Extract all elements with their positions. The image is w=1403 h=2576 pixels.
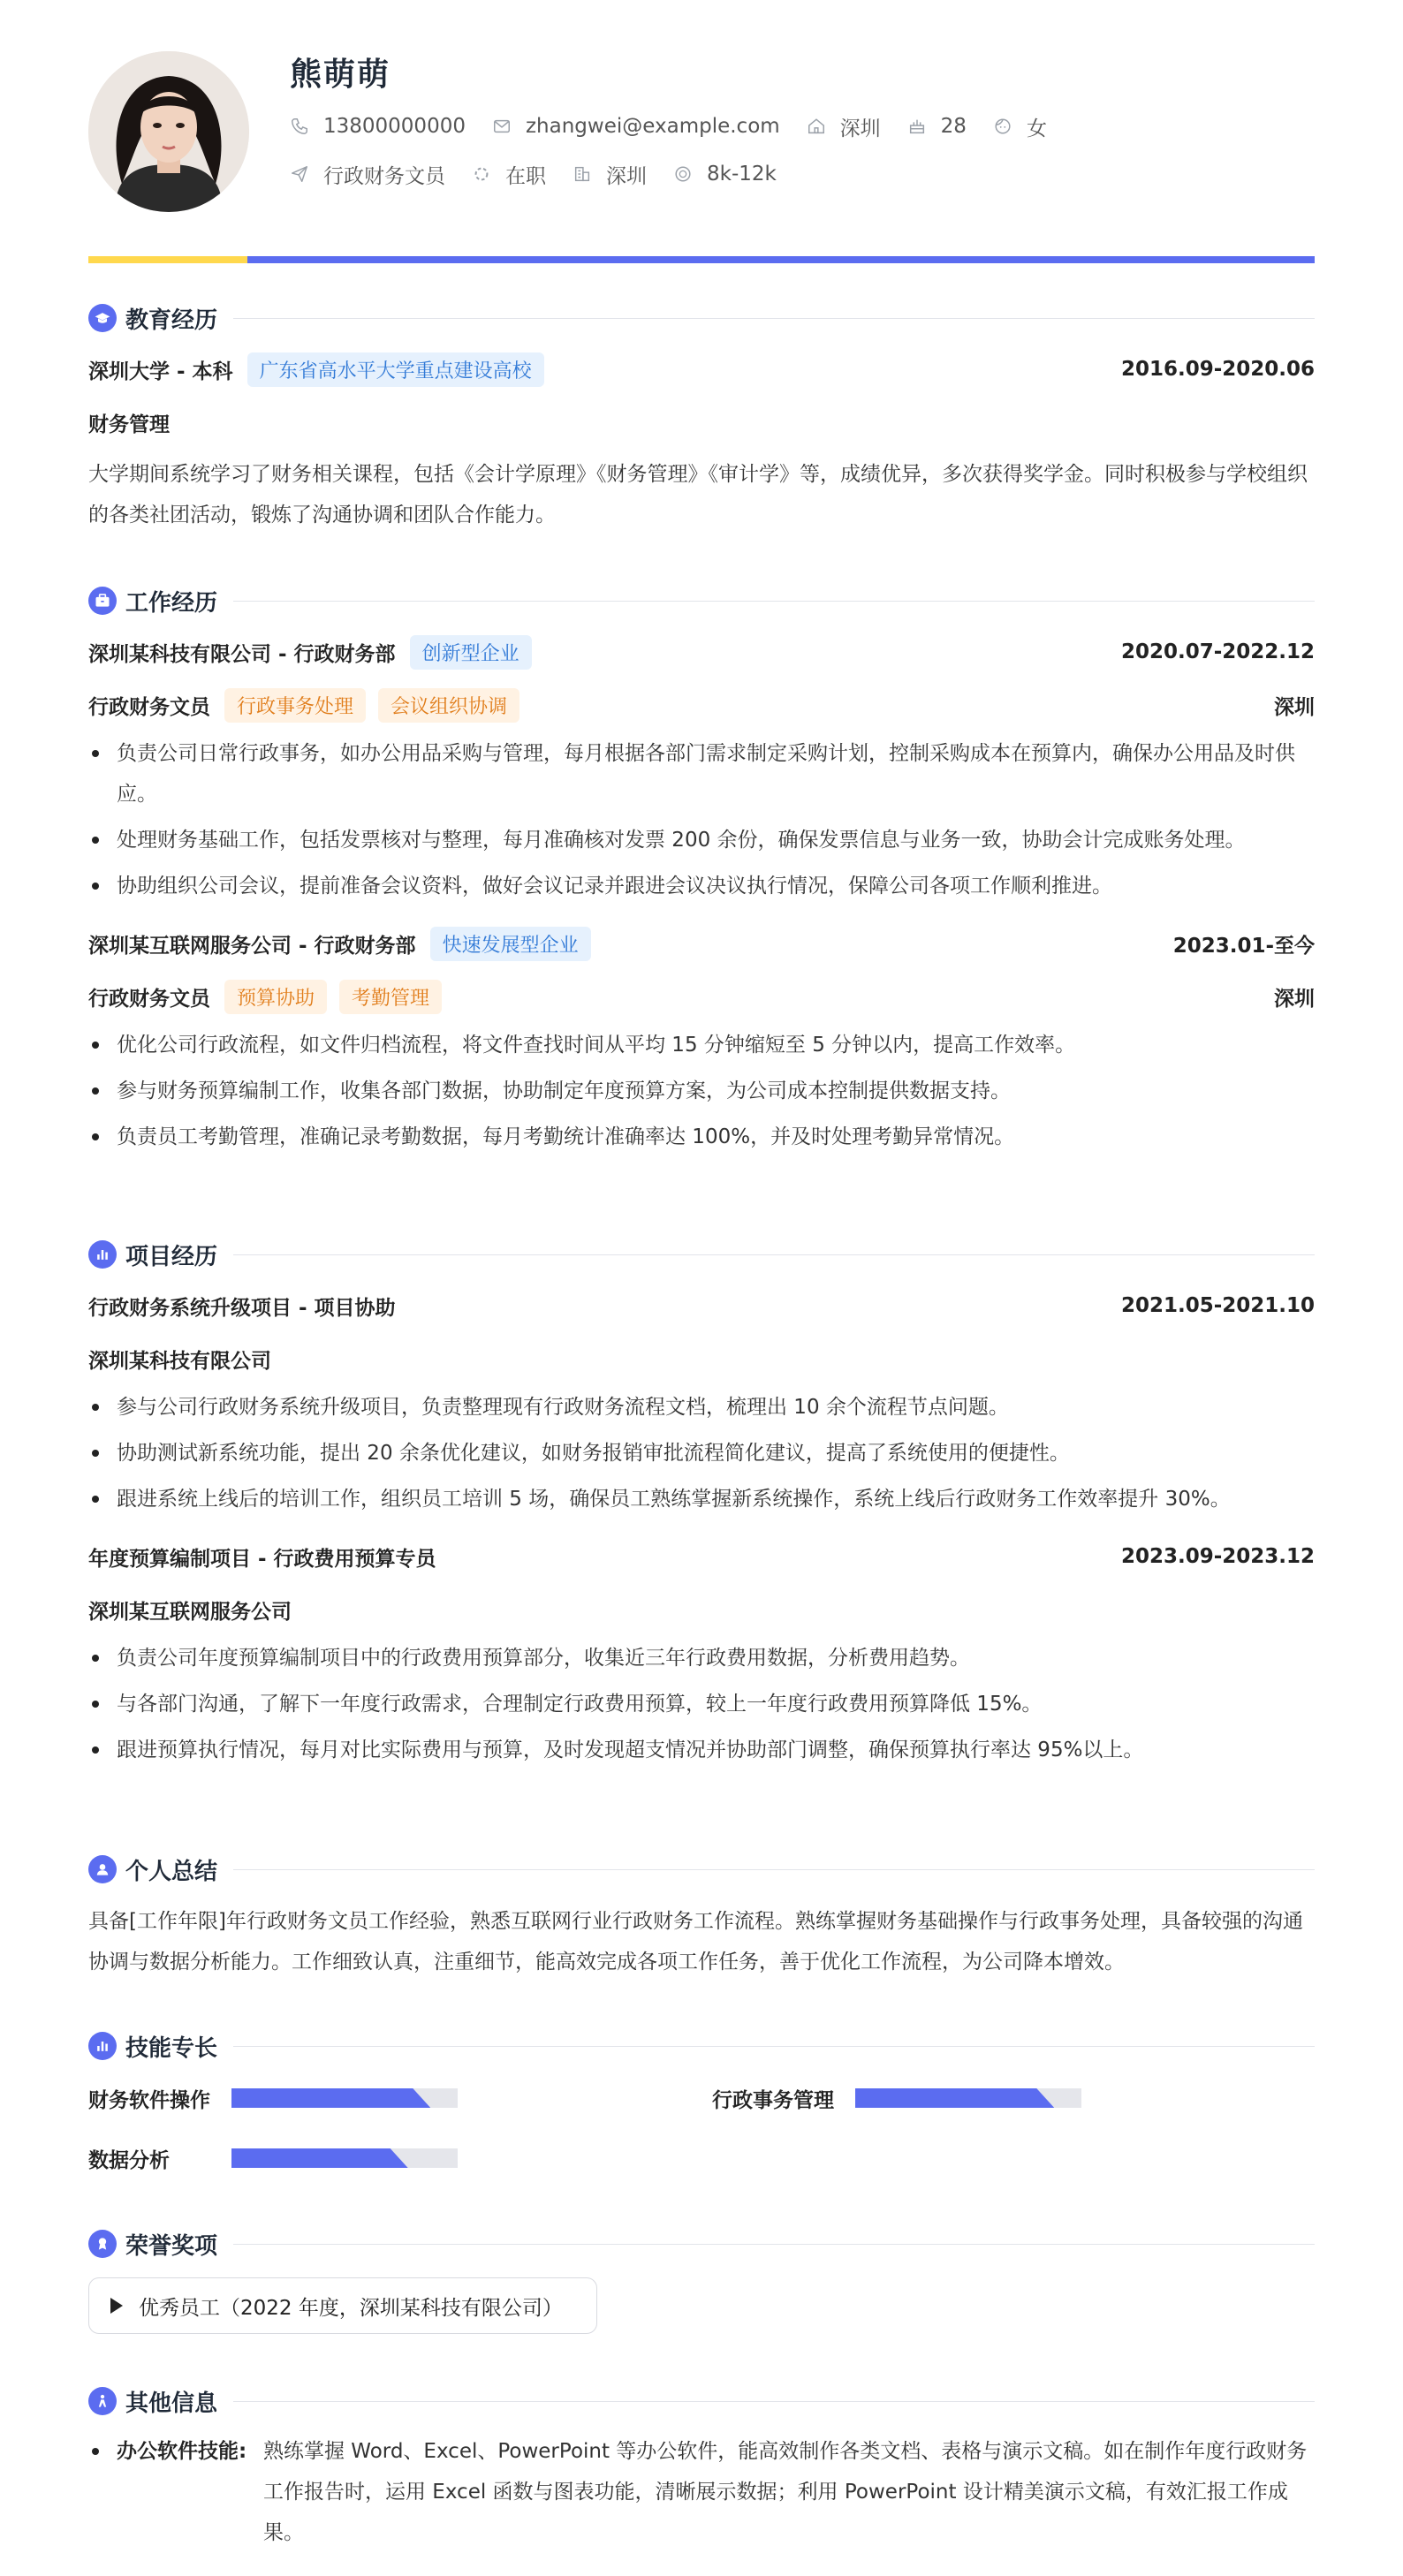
city-text: 深圳 — [839, 117, 881, 140]
project-bullets — [88, 1638, 1315, 1770]
section-title: 项目经历 — [125, 1243, 218, 1270]
project-date: 2023.09-2023.12 — [1120, 1545, 1315, 1568]
age-text: 28 — [940, 115, 967, 138]
mail-icon — [492, 117, 512, 136]
skill-tag: 考勤管理 — [339, 980, 442, 1014]
job-role-row — [88, 686, 1315, 724]
header-divider — [88, 256, 1315, 263]
job-role: 行政财务文员 — [88, 695, 210, 719]
list-item: 优化公司行政流程，如文件归档流程，将文件查找时间从平均 15 分钟缩短至 5 分钟以内，提高工作效率。 — [88, 1025, 1315, 1065]
job-location: 深圳 — [1274, 987, 1315, 1011]
email-text: zhangwei@example.com — [525, 115, 780, 138]
company-tag: 创新型企业 — [410, 635, 532, 670]
project-name-row — [88, 1537, 1315, 1576]
skill-item — [88, 2078, 712, 2118]
coin-icon — [673, 164, 693, 184]
skill-fill — [231, 2148, 408, 2168]
header-info — [290, 51, 1073, 198]
salary-text: 8k-12k — [707, 163, 777, 186]
job-entry — [88, 924, 1315, 1157]
project-name: 行政财务系统升级项目 - 项目协助 — [88, 1296, 396, 1320]
project-company-row — [88, 1339, 1315, 1378]
projects-header — [88, 1237, 1315, 1272]
project-name-row — [88, 1286, 1315, 1325]
resume-header — [88, 51, 1315, 256]
list-item: 处理财务基础工作，包括发票核对与整理，每月准确核对发票 200 余份，确保发票信息与业务一致，协助会计完成账务处理。 — [88, 820, 1315, 860]
education-row — [88, 350, 1315, 389]
skill-bar — [855, 2088, 1081, 2108]
building-icon — [573, 164, 592, 184]
list-item: 参与财务预算编制工作，收集各部门数据，协助制定年度预算方案，为公司成本控制提供数据支持。 — [88, 1071, 1315, 1111]
education-section — [88, 300, 1315, 535]
job-company-row — [88, 924, 1315, 963]
status-item — [472, 160, 546, 189]
skill-fill — [855, 2088, 1054, 2108]
contact-row — [290, 102, 1073, 150]
job-date: 2020.07-2022.12 — [1120, 640, 1315, 663]
skill-tag: 行政事务处理 — [224, 688, 366, 723]
skill-bar — [231, 2088, 458, 2108]
section-title: 个人总结 — [125, 1858, 218, 1885]
person-icon — [88, 2387, 117, 2415]
skill-tag: 预算协助 — [224, 980, 327, 1014]
job-target-text: 行政财务文员 — [323, 164, 445, 188]
cake-icon — [907, 117, 927, 136]
skill-name: 行政事务管理 — [712, 2088, 834, 2112]
list-item: 负责员工考勤管理，准确记录考勤数据，每月考勤统计准确率达 100%，并及时处理考勤异常情况。 — [88, 1117, 1315, 1157]
section-title: 其他信息 — [125, 2390, 218, 2417]
gender-text: 女 — [1026, 117, 1047, 140]
face-icon — [993, 117, 1012, 136]
job-entry — [88, 633, 1315, 906]
list-item: 跟进系统上线后的培训工作，组织员工培训 5 场，确保员工熟练掌握新系统操作，系统上线后行政财务工作效率提升 30%。 — [88, 1479, 1315, 1519]
section-title: 荣誉奖项 — [125, 2232, 218, 2260]
award-icon — [88, 2230, 117, 2258]
education-description: 大学期间系统学习了财务相关课程，包括《会计学原理》《财务管理》《审计学》等，成绩优异，多次获得奖学金。同时积极参与学校组织的各类社团活动，锻炼了沟通协调和团队合作能力。 — [88, 463, 1308, 527]
briefcase-icon — [88, 587, 117, 615]
summary-header — [88, 1852, 1315, 1887]
summary-section — [88, 1852, 1315, 1982]
major-row — [88, 403, 1315, 442]
section-title: 教育经历 — [125, 307, 218, 334]
phone-icon — [290, 117, 309, 136]
award-text: 优秀员工（2022 年度，深圳某科技有限公司） — [139, 2296, 563, 2320]
list-item: 跟进预算执行情况，每月对比实际费用与预算，及时发现超支情况并协助部门调整，确保预算执行率达 95%以上。 — [88, 1730, 1315, 1770]
education-header — [88, 300, 1315, 336]
other-header — [88, 2383, 1315, 2419]
skill-bar — [231, 2148, 458, 2168]
gender-item — [993, 112, 1047, 141]
job-role: 行政财务文员 — [88, 987, 210, 1011]
education-date: 2016.09-2020.06 — [1120, 358, 1315, 381]
list-item: 与各部门沟通，了解下一年度行政需求，合理制定行政费用预算，较上一年度行政费用预算降低 15%。 — [88, 1684, 1315, 1724]
project-company: 深圳某互联网服务公司 — [88, 1600, 292, 1624]
job-role-row — [88, 977, 1315, 1016]
list-item: 负责公司日常行政事务，如办公用品采购与管理，每月根据各部门需求制定采购计划，控制采购成本在预算内，确保办公用品及时供应。 — [88, 733, 1315, 814]
skills-section — [88, 2028, 1315, 2178]
list-item: 参与公司行政财务系统升级项目，负责整理现有行政财务流程文档，梳理出 10 余个流程节点问题。 — [88, 1387, 1315, 1428]
skill-name: 财务软件操作 — [88, 2088, 210, 2112]
skills-header — [88, 2028, 1315, 2064]
job-bullets — [88, 733, 1315, 906]
graduation-cap-icon — [88, 304, 117, 332]
project-bullets — [88, 1387, 1315, 1519]
job-company: 深圳某互联网服务公司 - 行政财务部 — [88, 934, 416, 958]
award-item[interactable] — [88, 2277, 597, 2334]
other-key: 办公软件技能: — [117, 2440, 247, 2463]
project-name: 年度预算编制项目 - 行政费用预算专员 — [88, 1547, 436, 1571]
age-item — [907, 115, 967, 138]
target-city-item — [573, 160, 647, 189]
phone-text: 13800000000 — [323, 115, 466, 138]
city-item — [807, 112, 881, 141]
job-company: 深圳某科技有限公司 - 行政财务部 — [88, 642, 396, 666]
phone-item — [290, 115, 466, 138]
company-tag: 快速发展型企业 — [430, 927, 591, 961]
bar-chart-icon — [88, 2032, 117, 2060]
list-item: 负责公司年度预算编制项目中的行政费用预算部分，收集近三年行政费用数据，分析费用趋势。 — [88, 1638, 1315, 1678]
awards-header — [88, 2226, 1315, 2262]
project-entry — [88, 1286, 1315, 1519]
section-title: 工作经历 — [125, 589, 218, 617]
target-city-text: 深圳 — [606, 164, 647, 188]
job-target-item — [290, 160, 445, 189]
avatar — [88, 51, 249, 212]
status-text: 在职 — [505, 164, 546, 188]
job-bullets — [88, 1025, 1315, 1157]
awards-section — [88, 2226, 1315, 2334]
project-company: 深圳某科技有限公司 — [88, 1349, 271, 1373]
school-name: 深圳大学 - 本科 — [88, 360, 233, 383]
list-item: 协助组织公司会议，提前准备会议资料，做好会议记录并跟进会议决议执行情况，保障公司各项工作顺利推进。 — [88, 866, 1315, 906]
skill-item — [712, 2078, 1336, 2118]
send-icon — [290, 164, 309, 184]
skill-fill — [231, 2088, 430, 2108]
work-header — [88, 583, 1315, 618]
work-section — [88, 583, 1315, 1163]
skill-tag: 会议组织协调 — [378, 688, 519, 723]
other-item — [88, 2431, 1315, 2553]
project-date: 2021.05-2021.10 — [1120, 1294, 1315, 1317]
job-intent-row — [290, 150, 1073, 198]
school-tag: 广东省高水平大学重点建设高校 — [247, 352, 544, 387]
job-location: 深圳 — [1274, 695, 1315, 719]
major-name: 财务管理 — [88, 413, 170, 436]
skill-item — [88, 2138, 712, 2178]
salary-item — [673, 163, 777, 186]
project-company-row — [88, 1590, 1315, 1629]
section-title: 技能专长 — [125, 2034, 218, 2062]
bar-chart-icon — [88, 1240, 117, 1269]
candidate-name: 熊萌萌 — [290, 57, 391, 93]
projects-section — [88, 1237, 1315, 1776]
email-item — [492, 115, 780, 138]
other-value: 熟练掌握 Word、Excel、PowerPoint 等办公软件，能高效制作各类文档、表格与演示文稿。如在制作年度行政财务工作报告时，运用 Excel 函数与图表功能，清晰展示数据；利用 PowerPoint 设计精美演示文稿，有效汇报工作成果。 — [263, 2440, 1308, 2544]
summary-text: 具备[工作年限]年行政财务文员工作经验，熟悉互联网行业行政财务工作流程。熟练掌握财务基础操作与行政事务处理，具备较强的沟通协调与数据分析能力。工作细致认真，注重细节，能高效完成各项工作任务，善于优化工作流程，为公司降本增效。 — [88, 1910, 1303, 1974]
job-company-row — [88, 633, 1315, 671]
user-icon — [88, 1855, 117, 1883]
list-item: 协助测试新系统功能，提出 20 余条优化建议，如财务报销审批流程简化建议，提高了系统使用的便捷性。 — [88, 1433, 1315, 1474]
other-section — [88, 2383, 1315, 2553]
home-icon — [807, 117, 826, 136]
project-entry — [88, 1537, 1315, 1770]
job-date: 2023.01-至今 — [1172, 934, 1315, 958]
skills-grid — [88, 2078, 1315, 2178]
loading-icon — [472, 164, 491, 184]
skill-name: 数据分析 — [88, 2148, 170, 2172]
triangle-icon — [110, 2298, 123, 2314]
